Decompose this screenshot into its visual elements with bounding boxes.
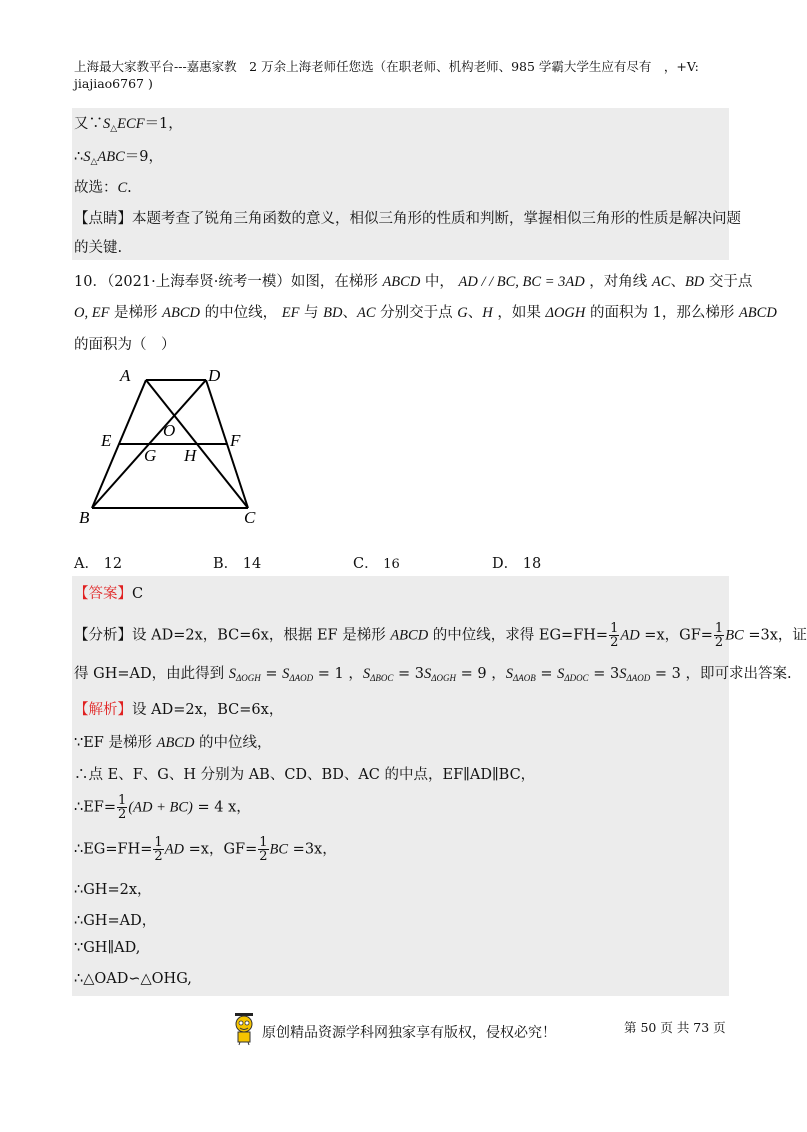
header-line-2: jiajiao6767 ) — [74, 76, 153, 91]
label-c: C — [244, 508, 256, 527]
solution-line-5: ∴EG=FH= $\frac{1}{2}$ AD =x，GF= $\frac{1}{2}$ BC =3x， — [74, 835, 337, 864]
solution-line-2: ∵EF 是梯形 ABCD 的中位线， — [74, 735, 272, 751]
solution-line-8: ∵GH∥AD, — [74, 940, 141, 956]
label-o: O — [163, 421, 176, 440]
question-line-2: O, EF 是梯形 ABCD 的中位线， EF 与 BD、AC 分别交于点 G、H ，如果 ΔOGH 的面积为 1，那么梯形 ABCD — [74, 305, 777, 321]
prev-line-1: 又$\because S_\triangle ECF=1$， — [74, 116, 183, 134]
prev-line-2: $\therefore S_\triangle ABC=9$， — [74, 149, 164, 167]
label-f: F — [230, 431, 241, 450]
option-b: B． 14 — [213, 556, 262, 572]
solution-line-7: ∴GH=AD， — [74, 913, 157, 929]
label-d: D — [208, 366, 221, 385]
prev-line-3: 故选：C. — [74, 180, 132, 196]
footer-slogan: 原创精品资源学科网独家享有版权，侵权必究！ — [262, 1025, 556, 1041]
solution-line-6: ∴GH=2x， — [74, 882, 152, 898]
answer-line — [74, 582, 143, 603]
trapezoid-figure — [76, 360, 276, 530]
solution-line-1: 【解析】设 AD=2x，BC=6x， — [74, 702, 284, 718]
label-h: H — [184, 446, 197, 465]
solution-line-9: ∴△OAD∽△OHG, — [74, 971, 192, 987]
label-e: E — [101, 431, 112, 450]
solution-tag: 【解析】 — [74, 702, 132, 718]
label-b: B — [79, 508, 90, 527]
label-g: G — [144, 446, 157, 465]
prev-comment-line-2: 的关键. — [74, 240, 123, 256]
page-number: 第 50 页 共 73 页 — [624, 1020, 726, 1035]
option-c: C． 16 — [353, 556, 400, 572]
analysis-tag: 【分析】 — [74, 627, 132, 644]
question-line-3: 的面积为（ ） — [74, 337, 176, 353]
page-header — [74, 58, 734, 92]
question-line-1: 10．（2021·上海奉贤·统考一模）如图，在梯形 ABCD 中， AD / / BC, BC = 3AD ，对角线 AC、BD 交于点 — [74, 274, 753, 290]
prev-comment-line-1: 【点睛】本题考查了锐角三角函数的意义，相似三角形的性质和判断，掌握相似三角形的性质是解决问题 — [74, 211, 741, 227]
option-d: D． 18 — [492, 556, 542, 572]
answer-tag: 【答案】 — [74, 586, 132, 602]
mascot-icon — [231, 1012, 257, 1046]
header-line-1: 上海最大家教平台---嘉惠家教 2 万余上海老师任您选（在职老师、机构老师、985 学霸大学生应有尽有 ，+V: — [74, 59, 699, 74]
option-a: A． 12 — [74, 556, 123, 572]
analysis-line-2: 得 GH=AD，由此得到 $S_{\Delta OGH} = S_{\Delta AOD} = 1$ ，$S_{\Delta BOC} = 3S_{\Delta OGH} = 9$ ，$S_{\Delta AOB} = S_{\Delta DOC} = 3S_{\Delta AOD} = 3$ ，即可求出答案. — [74, 666, 792, 683]
solution-line-3: ∴点 E、F、G、H 分别为 AB、CD、BD、AC 的中点，EF∥AD∥BC， — [74, 767, 536, 783]
label-a: A — [120, 366, 131, 385]
answer-value: C — [132, 586, 144, 602]
analysis-line-1: 【分析】设 AD=2x，BC=6x，根据 EF 是梯形 ABCD 的中位线，求得 EG=FH= $\frac{1}{2}$ AD =x，GF= $\frac{1}{2}$ BC =3x，证 — [74, 621, 807, 650]
solution-line-4: ∴EF= $\frac{1}{2}$ (AD + BC) = 4 x， — [74, 793, 251, 822]
